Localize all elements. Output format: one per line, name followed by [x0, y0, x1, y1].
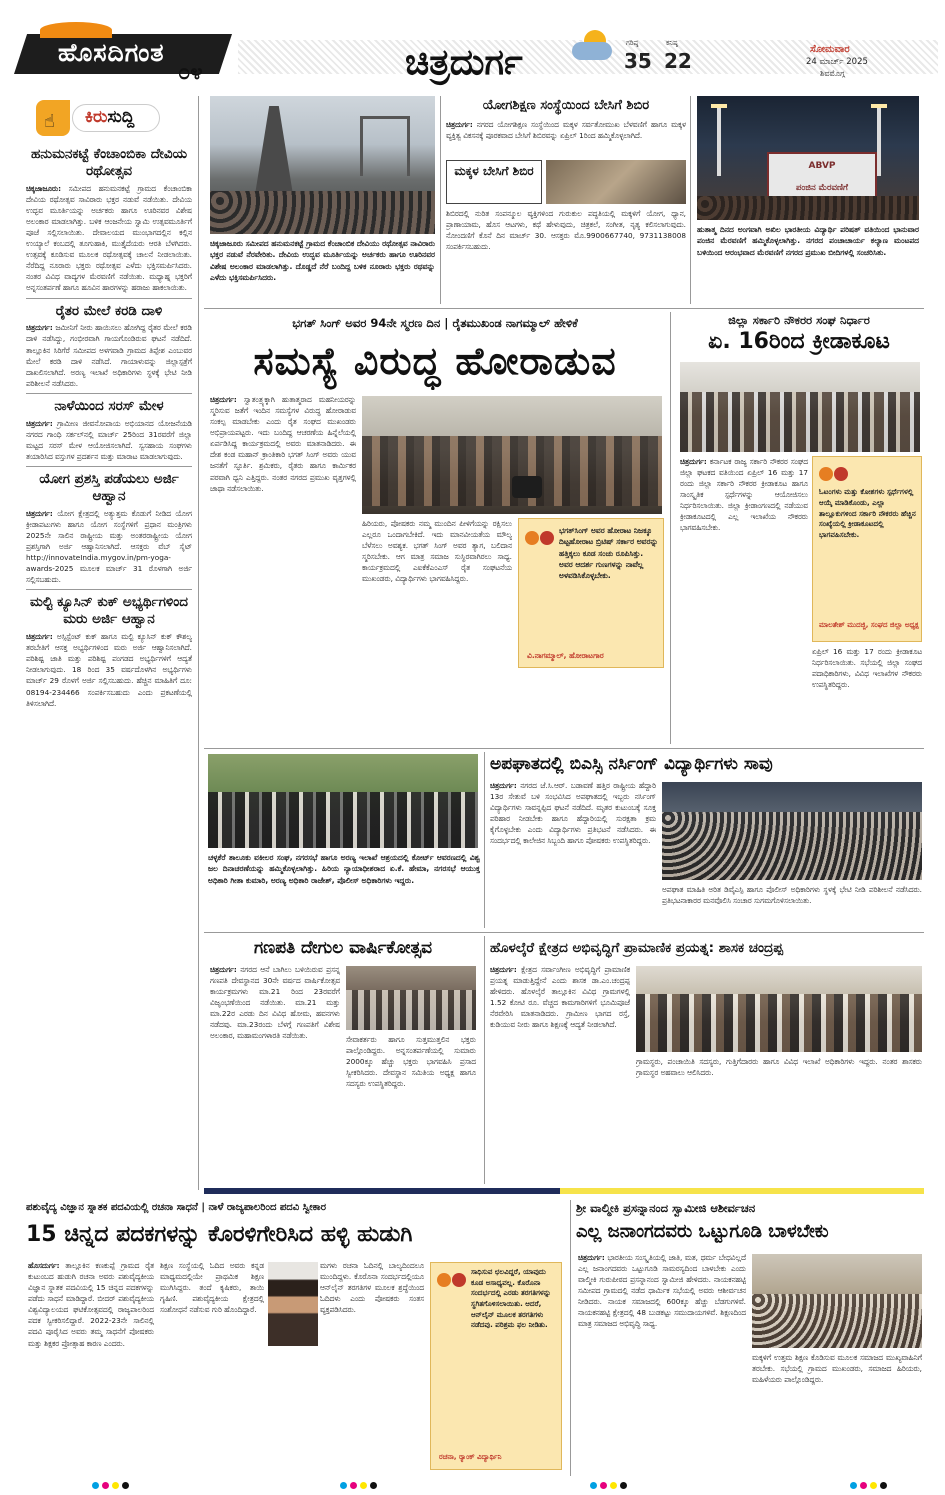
sports-body: [680, 456, 808, 696]
abvp-rally-photo: [697, 96, 919, 220]
registration-marks: [92, 1481, 140, 1489]
quote-box: ಓಟಂಗಳು ಮತ್ತು ಕೋಶಗಳು ಸ್ಪರ್ಧೆಗಳಲ್ಲಿ ಆಯ್ಕೆ ಮಾಡಿಕೊಂಡು, ಎಲ್ಲಾ ತಾಲ್ಲೂಕುಗಳಿಂದ ಸರ್ಕಾರಿ ನೌಕರರು ಹೆಚ್ಚಿನ ಸಂಖ್ಯೆಯಲ್ಲಿ ಕ್ರೀಡಾಕೂಟದಲ್ಲಿ ಭಾಗವಹಿಸಬೇಕು. ಮಾಲತೇಶ್ ಮುದಜ್ಜಿ, ಸಂಘದ ಜಿಲ್ಲಾ ಅಧ್ಯಕ್ಷ: [812, 456, 922, 642]
headline: ಹನುಮನಕಟ್ಟೆ ಕೆಂಚಾಂಬಿಕಾ ದೇವಿಯ ರಥೋತ್ಸವ: [30, 146, 188, 179]
masthead: [0, 0, 945, 92]
headline: ರೈತರ ಮೇಲೆ ಕರಡಿ ದಾಳಿ: [55, 302, 163, 319]
bottom-right-body-continued: ಮಕ್ಕಳಿಗೆ ಉತ್ತಮ ಶಿಕ್ಷಣ ಕೊಡಿಸುವ ಮೂಲಕ ಸಮಾಜದ ಮುಖ್ಯವಾಹಿನಿಗೆ ತರಬೇಕು. ಸಭೆಯಲ್ಲಿ ಗ್ರಾಮದ ಮುಖಂಡರು, ಸಮಾಜದ ಹಿರಿಯರು, ಮಹಿಳೆಯರು ಪಾಲ್ಗೊಂಡಿದ್ದರು.: [752, 1353, 922, 1385]
accident-body: [490, 780, 656, 930]
article-body: ಚಿತ್ರದುರ್ಗ: ಕ್ಷೇತ್ರದ ಸರ್ವಾಂಗೀಣ ಅಭಿವೃದ್ಧಿಗೆ ಪ್ರಾಮಾಣಿಕ ಪ್ರಯತ್ನ ಮಾಡುತ್ತಿದ್ದೇನೆ ಎಂದು ಶಾಸಕ ಡಾ.ಎಂ.ಚಂದ್ರಪ್ಪ ಹೇಳಿದರು. ಹೊಳಲ್ಕೆರೆ ತಾಲ್ಲೂಕಿನ ವಿವಿಧ ಗ್ರಾಮಗಳಲ್ಲಿ 1.52 ಕೋಟಿ ರೂ. ವೆಚ್ಚದ ಕಾಮಗಾರಿಗಳಿಗೆ ಭೂಮಿಪೂಜೆ ನೆರವೇರಿಸಿ ಮಾತನಾಡಿದರು. ಗ್ರಾಮೀಣ ಭಾಗದ ರಸ್ತೆ, ಕುಡಿಯುವ ನೀರು ಹಾಗೂ ಶಿಕ್ಷಣಕ್ಕೆ ಆದ್ಯತೆ ನೀಡಲಾಗಿದೆ.: [490, 965, 630, 1030]
quote-mark-icon: [525, 527, 557, 549]
holalkere-body: [490, 964, 630, 1182]
holalkere-photo: [636, 966, 922, 1052]
headline: ಮಲ್ಟಿ ಕ್ಯೂಸಿನ್ ಕುಕ್ ಅಭ್ಯರ್ಥಿಗಳಿಂದ ಮರು ಅರ್ಜಿ ಆಹ್ವಾನ: [30, 594, 188, 628]
registration-marks: [590, 1481, 638, 1489]
divider: [26, 466, 192, 467]
headline: ನಾಳೆಯಿಂದ ಸರಸ್ ಮೇಳ: [54, 397, 164, 414]
section-rule: [204, 308, 924, 309]
lead-body-col2: [362, 518, 512, 746]
article-body: ಚಿತ್ರದುರ್ಗ: ಸ್ವಾತಂತ್ರ್ಯಕ್ಕಾಗಿ ಹುತಾತ್ಮರಾದ ಮಹನೀಯರನ್ನು ಸ್ಮರಿಸುವ ಜತೆಗೆ ಇಂದಿನ ಸಮಸ್ಯೆಗಳ ವಿರುದ್ಧ ಹೋರಾಡುವ ಸಂಕಲ್ಪ ಮಾಡಬೇಕು ಎಂದು ರೈತ ಸಂಘದ ಮುಖಂಡರು ಅಭಿಪ್ರಾಯಪಟ್ಟರು. ಇದು ಬಂದಿದ್ದ ಆಚರಣೆಯ ಹಿನ್ನೆಲೆಯಲ್ಲಿ ಏರ್ಪಡಿಸಿದ್ದ ಕಾರ್ಯಕ್ರಮದಲ್ಲಿ ಅವರು ಮಾತನಾಡಿದರು. ಈ ದೇಶ ಕಂಡ ಮಹಾನ್ ಕ್ರಾಂತಿಕಾರಿ ಭಗತ್ ಸಿಂಗ್ ಅವರು ಯುವ ಜನತೆಗೆ ಸ್ಫೂರ್ತಿ. ಶ್ರಮಿಕರು, ರೈತರು ಹಾಗೂ ಕಾರ್ಮಿಕರ ಪರವಾಗಿ ಧ್ವನಿ ಎತ್ತಿದ್ದರು. ನಂತರ ನಗರದ ಪ್ರಮುಖ ವೃತ್ತಗಳಲ್ಲಿ ಜಾಥಾ ನಡೆಸಲಾಯಿತು.: [210, 395, 356, 493]
rathotsava-photo: [210, 96, 435, 234]
article-body: ಚಿತ್ರದುರ್ಗ: ಭಾರತೀಯ ಸಂಸ್ಕೃತಿಯಲ್ಲಿ ಜಾತಿ, ಮತ, ಧರ್ಮ ಬೇಧವಿಲ್ಲದೆ ಎಲ್ಲ ಜನಾಂಗದವರು ಒಟ್ಟುಗೂಡಿ ಸಾಮರಸ್ಯದಿಂದ ಬಾಳಬೇಕು ಎಂದು ವಾಲ್ಮೀಕಿ ಗುರುಪೀಠದ ಪ್ರಸನ್ನಾನಂದ ಸ್ವಾಮೀಜಿ ಹೇಳಿದರು. ನಾಯಕನಹಟ್ಟಿ ಸಮೀಪದ ಗ್ರಾಮದಲ್ಲಿ ನಡೆದ ಧಾರ್ಮಿಕ ಸಭೆಯಲ್ಲಿ ಅವರು ಆಶೀರ್ವಚನ ನೀಡಿದರು. ನಾಯಕ ಸಮಾಜದಲ್ಲಿ 600ಕ್ಕೂ ಹೆಚ್ಚು ಬೆಡಗುಗಳಿವೆ. ನಾಯಕನಹಟ್ಟಿ ಕ್ಷೇತ್ರದಲ್ಲಿ 48 ಬುಡಕಟ್ಟು ಸಮುದಾಯಗಳಿವೆ. ಶಿಕ್ಷಣದಿಂದ ಮಾತ್ರ ಸಮಾಜದ ಅಭಿವೃದ್ಧಿ ಸಾಧ್ಯ.: [578, 1253, 746, 1329]
column-rule: [440, 96, 441, 304]
article-body-continued: ಹಿರಿಯರು, ಪೋಷಕರು ನಮ್ಮ ಮುಂದಿನ ಪೀಳಿಗೆಯನ್ನು ರಕ್ಷಿಸಲು ಎಲ್ಲರೂ ಒಂದಾಗಬೇಕಿದೆ. ಇದು ಮಾನವೀಯತೆಯ ಮೌಲ್ಯ ಬೆಳೆಸಲು ಅವಶ್ಯಕ. ಭಗತ್ ಸಿಂಗ್ ಅವರ ತ್ಯಾಗ, ಬಲಿದಾನ ಸ್ಮರಿಸಬೇಕು. ಆಗ ಮಾತ್ರ ಸಮಾಜ ಸುಸ್ಥಿರವಾಗಿರಲು ಸಾಧ್ಯ. ಕಾರ್ಯಕ್ರಮದಲ್ಲಿ ಎಐಕೆಕೆಎಂಎಸ್ ರೈತ ಸಂಘಟನೆಯ ಮುಖಂಡರು, ವಿದ್ಯಾರ್ಥಿಗಳು ಭಾಗವಹಿಸಿದ್ದರು.: [362, 519, 512, 584]
photo-caption: ಚಿಕ್ಕಜಾಜೂರು ಸಮೀಪದ ಹನುಮನಕಟ್ಟೆ ಗ್ರಾಮದ ಕೆಂಚಾಂಬಿಕ ದೇವಿಯು ರಥೋತ್ಸವ ನಾವಿರಾರು ಭಕ್ತರ ನಡುವೆ ನೆರವೇರಿತು. ದೇವಿಯ ಉದ್ಭವ ಮೂರ್ತಿಯನ್ನು ಅರ್ಚಕರು ಹಾಗೂ ಊರಿನವರ ವಿಶೇಷ ಅಲಂಕಾರ ಮಾಡಲಾಗಿತ್ತು. ದೊಡ್ಡದೆ ನೆರೆ ಬಂದಿದ್ದ ಬಳಿಕ ನೂರಾರು ಭಕ್ತರು ರಥವನ್ನು ಎಳೆದು ಭಕ್ತಿಸಮರ್ಪಿಸಿದರು.: [210, 239, 435, 283]
article-body: ಚಿತ್ರದುರ್ಗ: ಜಮೀನಿಗೆ ನೀರು ಹಾಯಿಸಲು ಹೋಗಿದ್ದ ರೈತರ ಮೇಲೆ ಕರಡಿ ದಾಳಿ ನಡೆಸಿದ್ದು, ಗಂಭೀರವಾಗಿ ಗಾಯಗೊಂಡಿರುವ ಘಟನೆ ನಡೆದಿದೆ. ತಾಲ್ಲೂಕಿನ ಸಿರಿಗೆರೆ ಸಮೀಪದ ಅಳಗವಾಡಿ ಗ್ರಾಮದ ತಿಪ್ಪೇಶ ಎಂಬುವರ ಮೇಲೆ ಕರಡಿ ದಾಳಿ ನಡೆಸಿದೆ. ಗಾಯಾಳುವನ್ನು ಜಿಲ್ಲಾಸ್ಪತ್ರೆಗೆ ದಾಖಲಿಸಲಾಗಿದೆ. ಅರಣ್ಯ ಇಲಾಖೆ ಅಧಿಕಾರಿಗಳು ಸ್ಥಳಕ್ಕೆ ಭೇಟಿ ನೀಡಿ ಪರಿಶೀಲನೆ ನಡೆಸಿದರು.: [26, 323, 192, 388]
ganapati-body-continued: ಸೇವಾಕರ್ತರು ಹಾಗೂ ಸುತ್ತಮುತ್ತಲಿನ ಭಕ್ತರು ಪಾಲ್ಗೊಂಡಿದ್ದರು. ಅನ್ನಸಂತರ್ಪಣೆಯಲ್ಲಿ ಸುಮಾರು 2000ಕ್ಕೂ ಹೆಚ್ಚು ಭಕ್ತರು ಭಾಗವಹಿಸಿ ಪ್ರಸಾದ ಸ್ವೀಕರಿಸಿದರು. ದೇವಸ್ಥಾನ ಸಮಿತಿಯ ಅಧ್ಯಕ್ಷ ಹಾಗೂ ಸದಸ್ಯರು ಉಪಸ್ಥಿತರಿದ್ದರು.: [346, 1035, 476, 1089]
lead-headline: ಸಮಸ್ಯೆ ವಿರುದ್ಧ ಹೋರಾಡುವ: [253, 339, 617, 383]
sports-body-continued: ಏಪ್ರಿಲ್ 16 ಮತ್ತು 17 ರಂದು ಕ್ರೀಡಾಕೂಟ ನಿರ್ಧರಿಸಲಾಯಿತು. ಸಭೆಯಲ್ಲಿ ಜಿಲ್ಲಾ ಸಂಘದ ಪದಾಧಿಕಾರಿಗಳು, ವಿವಿಧ ಇಲಾಖೆಗಳ ನೌಕರರು ಉಪಸ್ಥಿತರಿದ್ದರು.: [812, 647, 922, 690]
edition-city: ಚಿತ್ರದುರ್ಗ: [405, 42, 523, 83]
article-body: ಚಿತ್ರದುರ್ಗ: ಅಸ್ಸಿಸ್ಟೆಂಟ್ ಕುಕ್ ಹಾಗೂ ಮಲ್ಟಿ ಕ್ಯೂಸಿನ್ ಕುಕ್ ಕೌಶಲ್ಯ ತರಬೇತಿಗೆ ಆಸಕ್ತ ಅಭ್ಯರ್ಥಿಗಳಿಂದ ಮರು ಅರ್ಜಿ ಆಹ್ವಾನಿಸಲಾಗಿದೆ. ಪರಿಶಿಷ್ಟ ಜಾತಿ ಮತ್ತು ಪರಿಶಿಷ್ಟ ಪಂಗಡದ ಅಭ್ಯರ್ಥಿಗಳಿಗೆ ಆದ್ಯತೆ ನೀಡಲಾಗುವುದು. 18 ರಿಂದ 35 ವರ್ಷದೊಳಗಿನ ಅಭ್ಯರ್ಥಿಗಳು ಮಾರ್ಚ್ 29 ರೊಳಗೆ ಅರ್ಜಿ ಸಲ್ಲಿಸಬಹುದು. ಹೆಚ್ಚಿನ ಮಾಹಿತಿಗೆ ದೂ: 08194-234466 ಸಂಪರ್ಕಿಸಬಹುದು ಎಂದು ಪ್ರಕಟಣೆಯಲ್ಲಿ ತಿಳಿಸಲಾಗಿದೆ.: [26, 632, 192, 708]
water-day-photo: [208, 754, 478, 848]
registration-marks: [340, 1481, 388, 1489]
bottom-left-kicker: ಪಶುವೈದ್ಯ ವಿಜ್ಞಾನ ಸ್ನಾತಕ ಪದವಿಯಲ್ಲಿ ರಚನಾ ಸಾಧನೆ | ನಾಳೆ ರಾಜ್ಯಪಾಲರಿಂದ ಪದವಿ ಸ್ವೀಕಾರ: [26, 1202, 326, 1213]
column-rule: [484, 936, 485, 1184]
article-body: ಹೊಸದುರ್ಗ: ತಾಲ್ಲೂಕಿನ ಕಣಕುಪ್ಪೆ ಗ್ರಾಮದ ರೈತ ಕುಟುಂಬದ ಹುಡುಗಿ ರಚನಾ ಅವರು ಪಶುವೈದ್ಯಕೀಯ ವಿಜ್ಞಾನ ಸ್ನಾತಕ ಪದವಿಯಲ್ಲಿ 15 ಚಿನ್ನದ ಪದಕಗಳನ್ನು ಪಡೆದು ಸಾಧನೆ ಮಾಡಿದ್ದಾರೆ. ಬೀದರ್ ಪಶುವೈದ್ಯಕೀಯ ವಿಶ್ವವಿದ್ಯಾಲಯದ ಘಟಿಕೋತ್ಸವದಲ್ಲಿ ರಾಜ್ಯಪಾಲರಿಂದ ಪದಕ ಸ್ವೀಕರಿಸಲಿದ್ದಾರೆ. 2022-23ನೇ ಸಾಲಿನಲ್ಲಿ ಪದವಿ ಪೂರೈಸಿದ ಅವರು ತಮ್ಮ ಸಾಧನೆಗೆ ಪೋಷಕರು ಮತ್ತು ಶಿಕ್ಷಕರ ಪ್ರೋತ್ಸಾಹ ಕಾರಣ ಎಂದರು.: [28, 1261, 154, 1348]
lead-photo: [362, 396, 662, 514]
lead-kicker: ಭಗತ್ ಸಿಂಗ್ ಅವರ 94ನೇ ಸ್ಮರಣ ದಿನ | ರೈತಮುಖಂಡ ನಾಗಮ್ಮಾಲ್ ಹೇಳಿಕೆ: [292, 316, 578, 330]
temp-min-label: ಕನಿಷ್ಠ: [666, 39, 678, 47]
headline: ಯೋಗಶಿಕ್ಷಣ ಸಂಸ್ಥೆಯಿಂದ ಬೇಸಿಗೆ ಶಿಬಿರ: [482, 98, 650, 113]
column-rule: [690, 96, 691, 304]
quote-attribution: ವಿ.ನಾಗಮ್ಮಾಲ್, ಹೋರಾಟಗಾರ: [527, 651, 604, 660]
rachana-portrait: [268, 1262, 318, 1346]
bottom-left-body: [28, 1260, 154, 1474]
newspaper-logo: ಹೊಸದಿಗಂತ: [58, 38, 165, 67]
divider: [26, 589, 192, 590]
quote-attribution: ಮಾಲತೇಶ್ ಮುದಜ್ಜಿ, ಸಂಘದ ಜಿಲ್ಲಾ ಅಧ್ಯಕ್ಷ: [819, 621, 919, 629]
separator-band-yellow: [560, 1188, 924, 1194]
article-body: ಚಿತ್ರದುರ್ಗ: ಕರ್ನಾಟಕ ರಾಜ್ಯ ಸರ್ಕಾರಿ ನೌಕರರ ಸಂಘದ ಜಿಲ್ಲಾ ಘಟಕದ ವತಿಯಿಂದ ಏಪ್ರಿಲ್ 16 ಮತ್ತು 17 ರಂದು ಜಿಲ್ಲಾ ಸರ್ಕಾರಿ ನೌಕರರ ಕ್ರೀಡಾಕೂಟ ಹಾಗೂ ಸಾಂಸ್ಕೃತಿಕ ಸ್ಪರ್ಧೆಗಳನ್ನು ಆಯೋಜಿಸಲು ನಿರ್ಧರಿಸಲಾಯಿತು. ಜಿಲ್ಲಾ ಕ್ರೀಡಾಂಗಣದಲ್ಲಿ ನಡೆಯುವ ಕ್ರೀಡಾಕೂಟದಲ್ಲಿ ಎಲ್ಲ ಇಲಾಖೆಯ ನೌಕರರು ಭಾಗವಹಿಸಬೇಕು.: [680, 457, 808, 533]
divider: [26, 298, 192, 299]
divider: [26, 393, 192, 394]
headline: ಯೋಗ ಪ್ರಶಸ್ತಿ ಪಡೆಯಲು ಅರ್ಜಿ ಆಹ್ವಾನ: [39, 471, 179, 504]
yoga-photo: [546, 160, 686, 204]
article-body: ಚಿತ್ರದುರ್ಗ: ನಗರದ ಜೆ.ಸಿ.ಆರ್. ಬಡಾವಣೆ ಹತ್ತಿರ ರಾಷ್ಟ್ರೀಯ ಹೆದ್ದಾರಿ 13ರ ಸೇತುವೆ ಬಳಿ ಸಂಭವಿಸಿದ ಅಪಘಾತದಲ್ಲಿ ಇಬ್ಬರು ನರ್ಸಿಂಗ್ ವಿದ್ಯಾರ್ಥಿಗಳು ಸಾವನ್ನಪ್ಪಿದ ಘಟನೆ ನಡೆದಿದೆ. ಮೃತರ ಕುಟುಂಬಕ್ಕೆ ಸೂಕ್ತ ಪರಿಹಾರ ನೀಡಬೇಕು ಹಾಗೂ ಹೆದ್ದಾರಿಯಲ್ಲಿ ಸುರಕ್ಷತಾ ಕ್ರಮ ಕೈಗೊಳ್ಳಬೇಕು ಎಂದು ವಿದ್ಯಾರ್ಥಿಗಳು ಪ್ರತಿಭಟನೆ ನಡೆಸಿದರು. ಈ ಸಂದರ್ಭದಲ್ಲಿ ಕಾಲೇಜಿನ ಸಿಬ್ಬಂದಿ ಹಾಗೂ ಪೋಷಕರು ಉಪಸ್ಥಿತರಿದ್ದರು.: [490, 781, 656, 846]
holalkere-body-continued: ಗ್ರಾಮಸ್ಥರು, ಪಂಚಾಯಿತಿ ಸದಸ್ಯರು, ಗುತ್ತಿಗೆದಾರರು ಹಾಗೂ ವಿವಿಧ ಇಲಾಖೆ ಅಧಿಕಾರಿಗಳು ಇದ್ದರು. ನಂತರ ಶಾಸಕರು ಗ್ರಾಮಸ್ಥರ ಅಹವಾಲು ಆಲಿಸಿದರು.: [636, 1057, 922, 1078]
sports-meeting-photo: [680, 362, 920, 452]
yoga-camp-article: [446, 96, 686, 306]
ganapati-headline: ಗಣಪತಿ ದೇಗುಲ ವಾರ್ಷಿಕೋತ್ಸವ: [253, 938, 433, 958]
weekday: ಸೋಮವಾರ: [810, 44, 850, 55]
page-number: ೦೪: [178, 60, 203, 85]
column-rule: [484, 752, 485, 928]
quote-mark-icon: [437, 1269, 469, 1291]
quote-mark-icon: [819, 463, 851, 485]
swamiji-event-photo: [752, 1254, 922, 1348]
bottom-left-body-continued: ಶಿಕ್ಷಣ ಸಂಸ್ಥೆಯಲ್ಲಿ ಓದಿದ ಅವರು ಕನ್ನಡ ಮಾಧ್ಯಮದಲ್ಲಿಯೇ ಪ್ರಾಥಮಿಕ ಶಿಕ್ಷಣ ಮುಗಿಸಿದ್ದರು. ತಂದೆ ಕೃಷಿಕರು, ತಾಯಿ ಗೃಹಿಣಿ. ಪಶುವೈದ್ಯಕೀಯ ಕ್ಷೇತ್ರದಲ್ಲಿ ಸಂಶೋಧನೆ ನಡೆಸುವ ಗುರಿ ಹೊಂದಿದ್ದಾರೆ.: [160, 1261, 264, 1315]
section-rule: [204, 748, 924, 749]
temp-min: 22: [664, 49, 692, 73]
temp-max-label: ಗರಿಷ್ಠ: [626, 39, 639, 47]
article-body: ಚಿತ್ರದುರ್ಗ: ಗ್ರಾಮೀಣ ಜೀವನೋಪಾಯ ಅಭಿಯಾನದ ಯೋಜನೆಯಡಿ ನಗರದ ಗಾಂಧಿ ಸರ್ಕಲ್‌ನಲ್ಲಿ ಮಾರ್ಚ್ 25ರಿಂದ 31ರವರೆಗೆ ಜಿಲ್ಲಾ ಮಟ್ಟದ ಸರಸ್ ಮೇಳ ಆಯೋಜಿಸಲಾಗಿದೆ. ಸ್ವಸಹಾಯ ಸಂಘಗಳು ತಯಾರಿಸಿದ ವಸ್ತುಗಳ ಪ್ರದರ್ಶನ ಮತ್ತು ಮಾರಾಟ ಮಾಡಲಾಗುವುದು.: [26, 418, 192, 461]
bottom-right-body: [578, 1252, 746, 1474]
bottom-left-body-3: ಮಗಳು ರಚನಾ ಓದಿನಲ್ಲಿ ಬಾಲ್ಯದಿಂದಲೂ ಮುಂದಿದ್ದಳು. ಕೊರೊನಾ ಸಂದರ್ಭದಲ್ಲಿಯೂ ಆನ್‌ಲೈನ್ ತರಗತಿಗಳ ಮೂಲಕ ಶ್ರದ್ಧೆಯಿಂದ ಓದಿದಳು ಎಂದು ಪೋಷಕರು ಸಂತಸ ವ್ಯಕ್ತಪಡಿಸಿದರು.: [320, 1261, 424, 1315]
bottom-right-kicker: ಶ್ರೀ ವಾಲ್ಮೀಕಿ ಪ್ರಸನ್ನಾನಂದ ಸ್ವಾಮೀಜಿ ಆಶೀರ್ವಚನ: [576, 1201, 756, 1215]
article-body-continued: ಶಿಬಿರದಲ್ಲಿ ನುರಿತ ಸಂಪನ್ಮೂಲ ವ್ಯಕ್ತಿಗಳಿಂದ ಗುರುಕುಲ ಪದ್ಧತಿಯಲ್ಲಿ ಮಕ್ಕಳಿಗೆ ಯೋಗ, ಧ್ಯಾನ, ಪ್ರಾಣಾಯಾಮ, ಹೊಸ ಆಟಗಳು, ಕಥೆ ಹೇಳುವುದು, ಚಿತ್ರಕಲೆ, ಸಂಗೀತ, ನೃತ್ಯ ಕಲಿಸಲಾಗುವುದು. ನೋಂದಣಿಗೆ ಕೊನೆ ದಿನ ಮಾರ್ಚ್ 30. ಆಸಕ್ತರು ಮೊ.9900667740, 9731138008 ಸಂಪರ್ಕಿಸಬಹುದು.: [446, 209, 686, 252]
column-rule: [670, 312, 671, 744]
column-rule: [570, 1200, 571, 1476]
pointing-hand-icon: ☝: [44, 111, 55, 132]
bottom-left-headline: 15 ಚಿನ್ನದ ಪದಕಗಳನ್ನು ಕೊರಳಿಗೇರಿಸಿದ ಹಳ್ಳಿ ಹುಡುಗಿ: [26, 1222, 413, 1247]
accident-headline: ಅಪಘಾತದಲ್ಲಿ ಬಿಎಸ್ಸಿ ನರ್ಸಿಂಗ್ ವಿದ್ಯಾರ್ಥಿಗಳು ಸಾವು: [490, 754, 773, 774]
registration-marks: [850, 1481, 898, 1489]
photo-caption: ಚಳ್ಳಕೆರೆ ತಾಲೂಕು ವಕೀಲರ ಸಂಘ, ನಗರಸಭೆ ಹಾಗೂ ಅರಣ್ಯ ಇಲಾಖೆ ಆಶ್ರಯದಲ್ಲಿ ಕೋರ್ಟ್ ಆವರಣದಲ್ಲಿ ವಿಶ್ವ ಜಲ ದಿನಾಚರಣೆಯನ್ನು ಹಮ್ಮಿಕೊಳ್ಳಲಾಗಿತ್ತು. ಹಿರಿಯ ನ್ಯಾಯಾಧೀಶರಾದ ಏ.ಕೆ. ಹೇಮಾ, ನಗರಸಭೆ ಆಯುಕ್ತ ಅಧಿಕಾರಿ ಗೀತಾ ಕುಮಾರಿ, ಅರಣ್ಯ ಅಧಿಕಾರಿ ರಾಜೇಶ್, ಪೊಲೀಸ್ ಅಧಿಕಾರಿಗಳು ಇದ್ದರು.: [208, 853, 480, 885]
print-place: ಶಿವಮೊಗ್ಗ: [820, 69, 845, 78]
ganapati-body: [210, 964, 340, 1182]
quote-attribution: ರಚನಾ, ರ್‍ಯಾಂಕ್ ವಿದ್ಯಾರ್ಥಿನಿ: [439, 1453, 502, 1461]
cloud-icon: [572, 42, 612, 60]
ganapati-photo: [346, 966, 476, 1030]
sports-headline-block: ಜಿಲ್ಲಾ ಸರ್ಕಾರಿ ನೌಕರರ ಸಂಘ ನಿರ್ಧಾರ ಏ. 16ರಿಂದ ಕ್ರೀಡಾಕೂಟ: [708, 313, 890, 355]
article-body: ಚಿಕ್ಕಜಾಜೂರು: ಸಮೀಪದ ಹನುಮನಕಟ್ಟೆ ಗ್ರಾಮದ ಕೆಂಚಾಂಬಿಕಾ ದೇವಿಯ ರಥೋತ್ಸವ ಸಾವಿರಾರು ಭಕ್ತರ ನಡುವೆ ನಡೆಯಿತು. ದೇವಿಯ ಉದ್ಭವ ಮೂರ್ತಿಯನ್ನು ಅರ್ಚಕರು ಹಾಗೂ ಊರಿನವರ ವಿಶೇಷ ಅಲಂಕಾರ ಮಾಡಲಾಗಿತ್ತು. ಬಳಿಕ ಆಂಜನೇಯ ಸ್ವಾಮಿ ಉತ್ಸವಮೂರ್ತಿಗೆ ಪೂಜೆ ಸಲ್ಲಿಸಲಾಯಿತು. ದೇವಾಲಯದ ಮುಂಭಾಗದಲ್ಲಿನ ಕಲ್ಲಿನ ಉಯ್ಯಾಲೆ ಕಂಬದಲ್ಲಿ ತೂಗುಹಾಕಿ, ಮುತ್ತೈದೆಯರು ಆರತಿ ಬೆಳಗಿದರು. ಉತ್ಸವಕ್ಕೆ ಕೂಡಿಸುವ ಮೂಲಕ ರಥೋತ್ಸವಕ್ಕೆ ಚಾಲನೆ ನೀಡಲಾಯಿತು. ನೆರೆದಿದ್ದ ನೂರಾರು ಭಕ್ತರು ರಥೋತ್ಸವ ಎಳೆದು ಭಕ್ತಿಸಮರ್ಪಿಸಿದರು. ನಂತರ ವಿವಿಧ ವಾದ್ಯಗಳ ಮೆರವಣಿಗೆ ನಡೆಯಿತು. ಮಧ್ಯಾಹ್ನ ಭಕ್ತರಿಗೆ ಅನ್ನಸಂತರ್ಪಣೆ ಹಾಗೂ ಹೂವಿನ ಹಾರಗಳನ್ನು ಹರಾಜು ಹಾಕಲಾಯಿತು.: [26, 183, 192, 293]
quote-box: ಸಾಧಿಸುವ ಛಲವಿದ್ದರೆ, ಯಾವುದು ಕೂಡ ಅಸಾಧ್ಯವಲ್ಲ. ಕೊರೊನಾ ಸಂದರ್ಭದಲ್ಲಿ ಎರಡು ತರಗತಿಗಳನ್ನು ಸ್ಥಗಿತಗೊಳಿಸಲಾಯಿತು. ಆದರೆ, ಆನ್‌ಲೈನ್ ಮೂಲಕ ತರಗತಿಗಳು ನಡೆದವು. ಪರಿಶ್ರಮ ಫಲ ನೀಡಿತು. ರಚನಾ, ರ್‍ಯಾಂಕ್ ವಿದ್ಯಾರ್ಥಿನಿ: [430, 1262, 562, 1470]
issue-date: 24 ಮಾರ್ಚ್ 2025: [806, 57, 868, 67]
summer-camp-box: ಮಕ್ಕಳ ಬೇಸಿಗೆ ಶಿಬಿರ: [446, 160, 542, 204]
photo-caption: ಹುತಾತ್ಮ ದಿನದ ಅಂಗವಾಗಿ ಅಖಿಲ ಭಾರತೀಯ ವಿದ್ಯಾರ್ಥಿ ಪರಿಷತ್ ವತಿಯಿಂದ ಭಾನುವಾರ ಪಂಜಿನ ಮೆರವಣಿಗೆ ಹಮ್ಮಿಕೊಳ್ಳಲಾಗಿತ್ತು. ನಗರದ ಪಂಚಾಚಾರ್ಯ ಕಲ್ಯಾಣ ಮಂಟಪದ ಬಳಿಯಿಂದ ಆರಂಭವಾದ ಮೆರವಣಿಗೆ ನಗರದ ಪ್ರಮುಖ ಬೀದಿಗಳಲ್ಲಿ ಸಂಚರಿಸಿತು.: [697, 225, 919, 257]
accident-body-continued: ಅಪಘಾತ ಮಾಹಿತಿ ಅರಿತ ಡಿವೈಎಸ್ಪಿ ಹಾಗೂ ಪೊಲೀಸ್ ಅಧಿಕಾರಿಗಳು ಸ್ಥಳಕ್ಕೆ ಭೇಟಿ ನೀಡಿ ಪರಿಶೀಲನೆ ನಡೆಸಿದರು. ಪ್ರತಿಭಟನಾಕಾರರ ಮನವೊಲಿಸಿ ಸಂಚಾರ ಸುಗಮಗೊಳಿಸಲಾಯಿತು.: [662, 885, 922, 906]
quote-box: ಭಗತ್‌ಸಿಂಗ್ ಅವರ ಹೋರಾಟ ನಿಜಕ್ಕೂ ದಿಟ್ಟಹೋರಾಟ ಬ್ರಿಟಿಷ್ ಸರ್ಕಾರ ಅವರನ್ನು ಹತ್ತಿಕ್ಕಲು ಕೂಡ ಸಂಚು ರೂಪಿಸಿತ್ತು. ಅವರ ಆದರ್ಶ ಗುಣಗಳನ್ನು ನಾವೆಲ್ಲ ಅಳವಡಿಸಿಕೊಳ್ಳಬೇಕು. ವಿ.ನಾಗಮ್ಮಾಲ್, ಹೋರಾಟಗಾರ: [518, 518, 664, 668]
section-title: ಕಿರುಸುದ್ದಿ: [72, 104, 160, 132]
temp-max: 35: [624, 49, 652, 73]
section-rule: [204, 932, 924, 933]
article-body: ಚಿತ್ರದುರ್ಗ: ನಗರದ ಯೋಗಶಿಕ್ಷಣ ಸಂಸ್ಥೆಯಿಂದ ಮಕ್ಕಳ ಸರ್ವತೋಮುಖ ಬೆಳವಣಿಗೆ ಹಾಗೂ ಮಕ್ಕಳ ವ್ಯಕ್ತಿತ್ವ ವಿಕಸನಕ್ಕೆ ಪೂರಕವಾದ ಬೇಸಿಗೆ ಶಿಬಿರವನ್ನು ಏಪ್ರಿಲ್ 1ರಿಂದ ಹಮ್ಮಿಕೊಳ್ಳಲಾಗಿದೆ.: [446, 119, 686, 140]
article-body: ಚಿತ್ರದುರ್ಗ: ಯೋಗ ಕ್ಷೇತ್ರದಲ್ಲಿ ಅತ್ಯುತ್ತಮ ಕೊಡುಗೆ ನೀಡಿದ ಯೋಗ ಕ್ರೀಡಾಪಟುಗಳು ಹಾಗೂ ಯೋಗ ಸಂಸ್ಥೆಗಳಿಗೆ ಪ್ರಧಾನ ಮಂತ್ರಿಗಳು 2025ನೇ ಸಾಲಿನ ರಾಷ್ಟ್ರೀಯ ಮತ್ತು ಅಂತರರಾಷ್ಟ್ರೀಯ ಯೋಗ ಪ್ರಶಸ್ತಿಗಾಗಿ ಅರ್ಜಿ ಆಹ್ವಾನಿಸಲಾಗಿದೆ. ಆಸಕ್ತರು ವೆಬ್ ಸೈಟ್ http://innovateIndia.mygov.in/pm-yoga-awards-2025 ಮೂಲಕ ಮಾರ್ಚ್ 31 ರೊಳಗಾಗಿ ಅರ್ಜಿ ಸಲ್ಲಿಸಬಹುದು.: [26, 508, 192, 585]
accident-protest-photo: [662, 782, 922, 880]
abvp-banner: ABVP ಪಂಜಿನ ಮೆರವಣಿಗೆ: [767, 152, 877, 200]
article-body: ಚಿತ್ರದುರ್ಗ: ನಗರದ ಆನೆ ಬಾಗಿಲು ಬಳಿಯಿರುವ ಪ್ರಸನ್ನ ಗಣಪತಿ ದೇವಸ್ಥಾನದ 30ನೇ ವರ್ಷದ ವಾರ್ಷಿಕೋತ್ಸವ ಕಾರ್ಯಕ್ರಮಗಳು ಮಾ.21 ರಿಂದ 23ರವರೆಗೆ ವಿಜೃಂಭಣೆಯಿಂದ ನಡೆಯಿತು. ಮಾ.21 ಮತ್ತು ಮಾ.22ರ ಎರಡು ದಿನ ವಿವಿಧ ಹೋಮ, ಹವನಗಳು ನಡೆದವು. ಮಾ.23ರಂದು ಬೆಳಗ್ಗೆ ಗಣಪತಿಗೆ ವಿಶೇಷ ಅಲಂಕಾರ, ಮಹಾಮಂಗಳಾರತಿ ನಡೆಯಿತು.: [210, 965, 340, 1041]
lead-body-col1: [210, 394, 356, 744]
bottom-right-headline: ಎಲ್ಲ ಜನಾಂಗದವರು ಒಟ್ಟುಗೂಡಿ ಬಾಳಬೇಕು: [576, 1221, 829, 1242]
column-rule: [198, 96, 199, 1190]
holalkere-headline: ಹೊಳಲ್ಕೆರೆ ಕ್ಷೇತ್ರದ ಅಭಿವೃದ್ಧಿಗೆ ಪ್ರಾಮಾಣಿಕ ಪ್ರಯತ್ನ: ಶಾಸಕ ಚಂದ್ರಪ್ಪ: [490, 940, 784, 956]
